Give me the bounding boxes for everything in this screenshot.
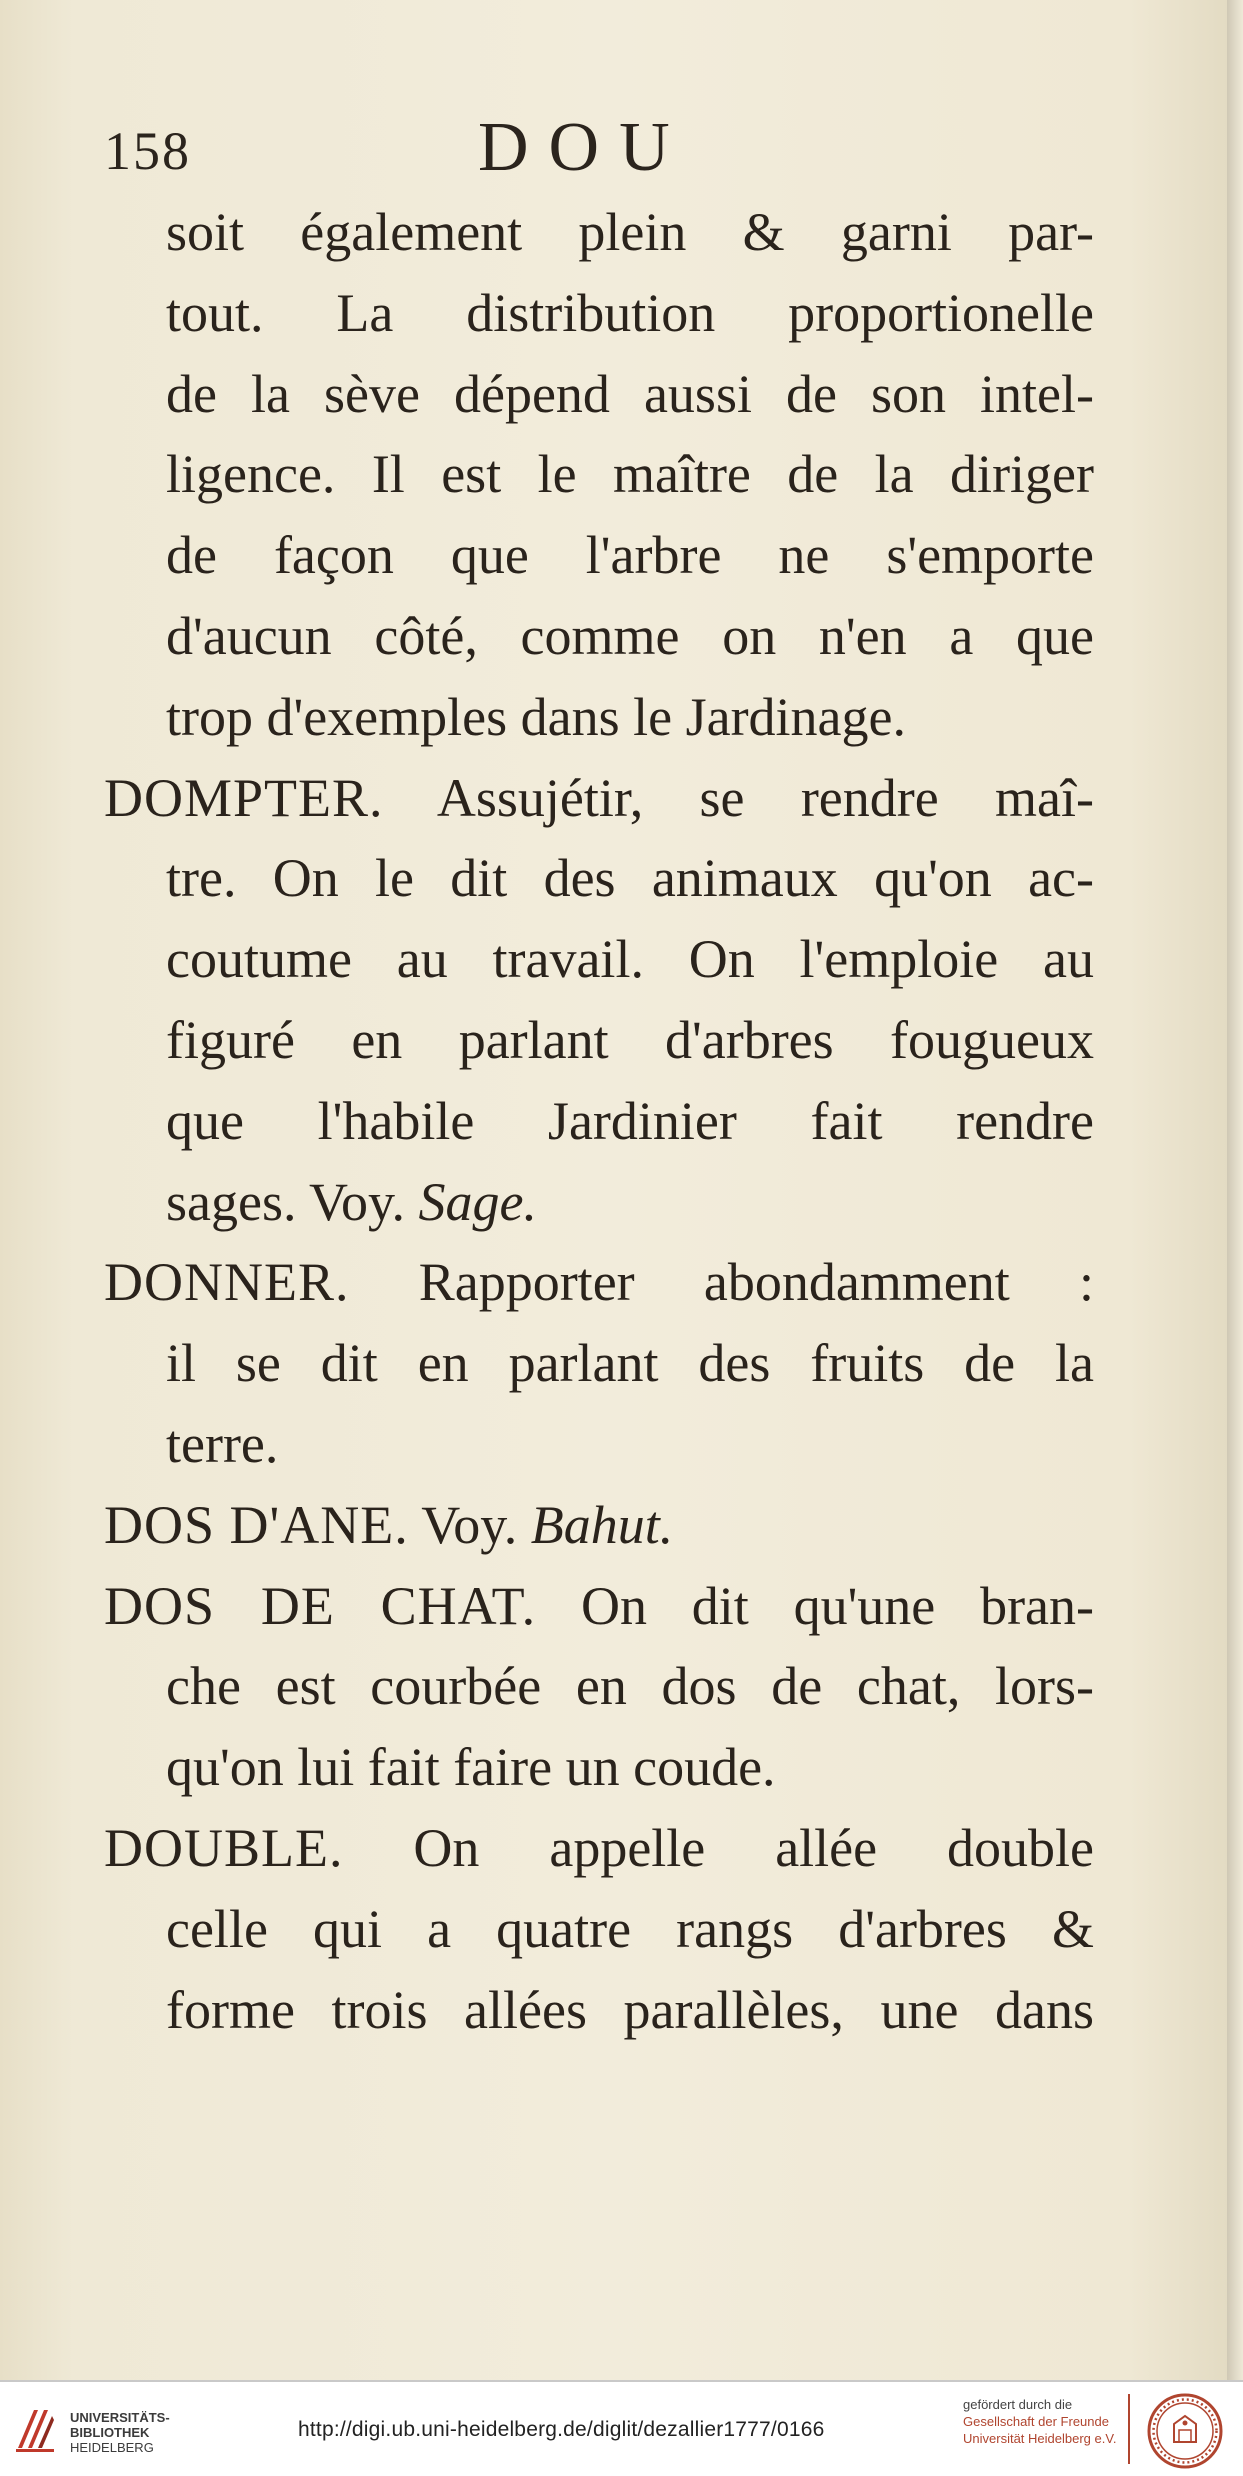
entry-dompter xyxy=(104,758,1094,839)
text-line: celle qui a quatre rangs d'arbres & xyxy=(166,1898,1094,1959)
university-seal-icon[interactable] xyxy=(1146,2392,1224,2470)
text-line: qu'on lui fait faire un coude. xyxy=(166,1737,776,1798)
text-segment: Assujétir, se rendre maî- xyxy=(436,767,1094,828)
library-name xyxy=(70,2410,170,2455)
headword: DOUBLE. xyxy=(104,1817,344,1878)
headword: DOMPTER. xyxy=(104,767,384,828)
headword: DOS D'ANE. xyxy=(104,1494,409,1555)
text-segment: Voy. xyxy=(421,1494,531,1555)
text-segment: Rapporter abondamment : xyxy=(418,1252,1094,1313)
text-line: tre. On le dit des animaux qu'on ac- xyxy=(166,848,1094,909)
entry-dos-de-chat xyxy=(104,1566,1094,1647)
text-line xyxy=(104,1162,1094,1243)
library-name-line: UNIVERSITÄTS- xyxy=(70,2410,170,2425)
library-name-line: BIBLIOTHEK xyxy=(70,2425,150,2440)
text-line: coutume au travail. On l'emploie au xyxy=(166,929,1094,990)
library-logo-icon[interactable] xyxy=(14,2404,56,2456)
text-line: de la sève dépend aussi de son intel- xyxy=(166,363,1094,424)
sponsor-lead: gefördert durch die xyxy=(963,2397,1073,2412)
cross-reference: Sage. xyxy=(418,1171,537,1232)
footer-divider xyxy=(1128,2394,1130,2464)
sponsor-block xyxy=(963,2396,1133,2447)
text-line: forme trois allées parallèles, une dans xyxy=(166,1979,1094,2040)
entry-donner xyxy=(104,1242,1094,1323)
text-line: de façon que l'arbre ne s'emporte xyxy=(166,525,1094,586)
headword: DOS DE CHAT. xyxy=(104,1575,537,1636)
text-segment: On dit qu'une bran- xyxy=(580,1575,1095,1636)
page-edge xyxy=(1227,0,1243,2380)
text-line: il se dit en parlant des fruits de la xyxy=(166,1333,1094,1394)
sponsor-name: Universität Heidelberg e.V. xyxy=(963,2431,1117,2446)
entry-double xyxy=(104,1808,1094,1889)
running-head: DOU xyxy=(478,109,690,186)
text-segment: On appelle allée double xyxy=(413,1817,1094,1878)
text-segment: sages. Voy. xyxy=(166,1171,419,1232)
text-line: terre. xyxy=(166,1413,279,1474)
text-line: trop d'exemples dans le Jardinage. xyxy=(166,686,906,747)
text-line: d'aucun côté, comme on n'en a que xyxy=(166,605,1094,666)
cross-reference: Bahut. xyxy=(530,1494,674,1555)
text-line: che est courbée en dos de chat, lors- xyxy=(166,1656,1094,1717)
footer-bar xyxy=(0,2380,1243,2476)
library-name-line: HEIDELBERG xyxy=(70,2440,154,2455)
headword: DONNER. xyxy=(104,1252,350,1313)
text-line: que l'habile Jardinier fait rendre xyxy=(166,1090,1094,1151)
text-line: tout. La distribution proportionelle xyxy=(166,282,1094,343)
entry-dos-dane xyxy=(104,1485,1094,1566)
text-line: figuré en parlant d'arbres fougueux xyxy=(166,1009,1094,1070)
sponsor-name: Gesellschaft der Freunde xyxy=(963,2414,1109,2429)
dictionary-text xyxy=(104,192,1094,2050)
permalink-url[interactable]: http://digi.ub.uni-heidelberg.de/diglit/dezallier1777/0166 xyxy=(298,2418,825,2441)
text-line: ligence. Il est le maître de la diriger xyxy=(166,444,1094,505)
text-line: soit également plein & garni par- xyxy=(166,202,1094,262)
page-number: 158 xyxy=(104,121,191,181)
page-header xyxy=(0,108,1227,188)
